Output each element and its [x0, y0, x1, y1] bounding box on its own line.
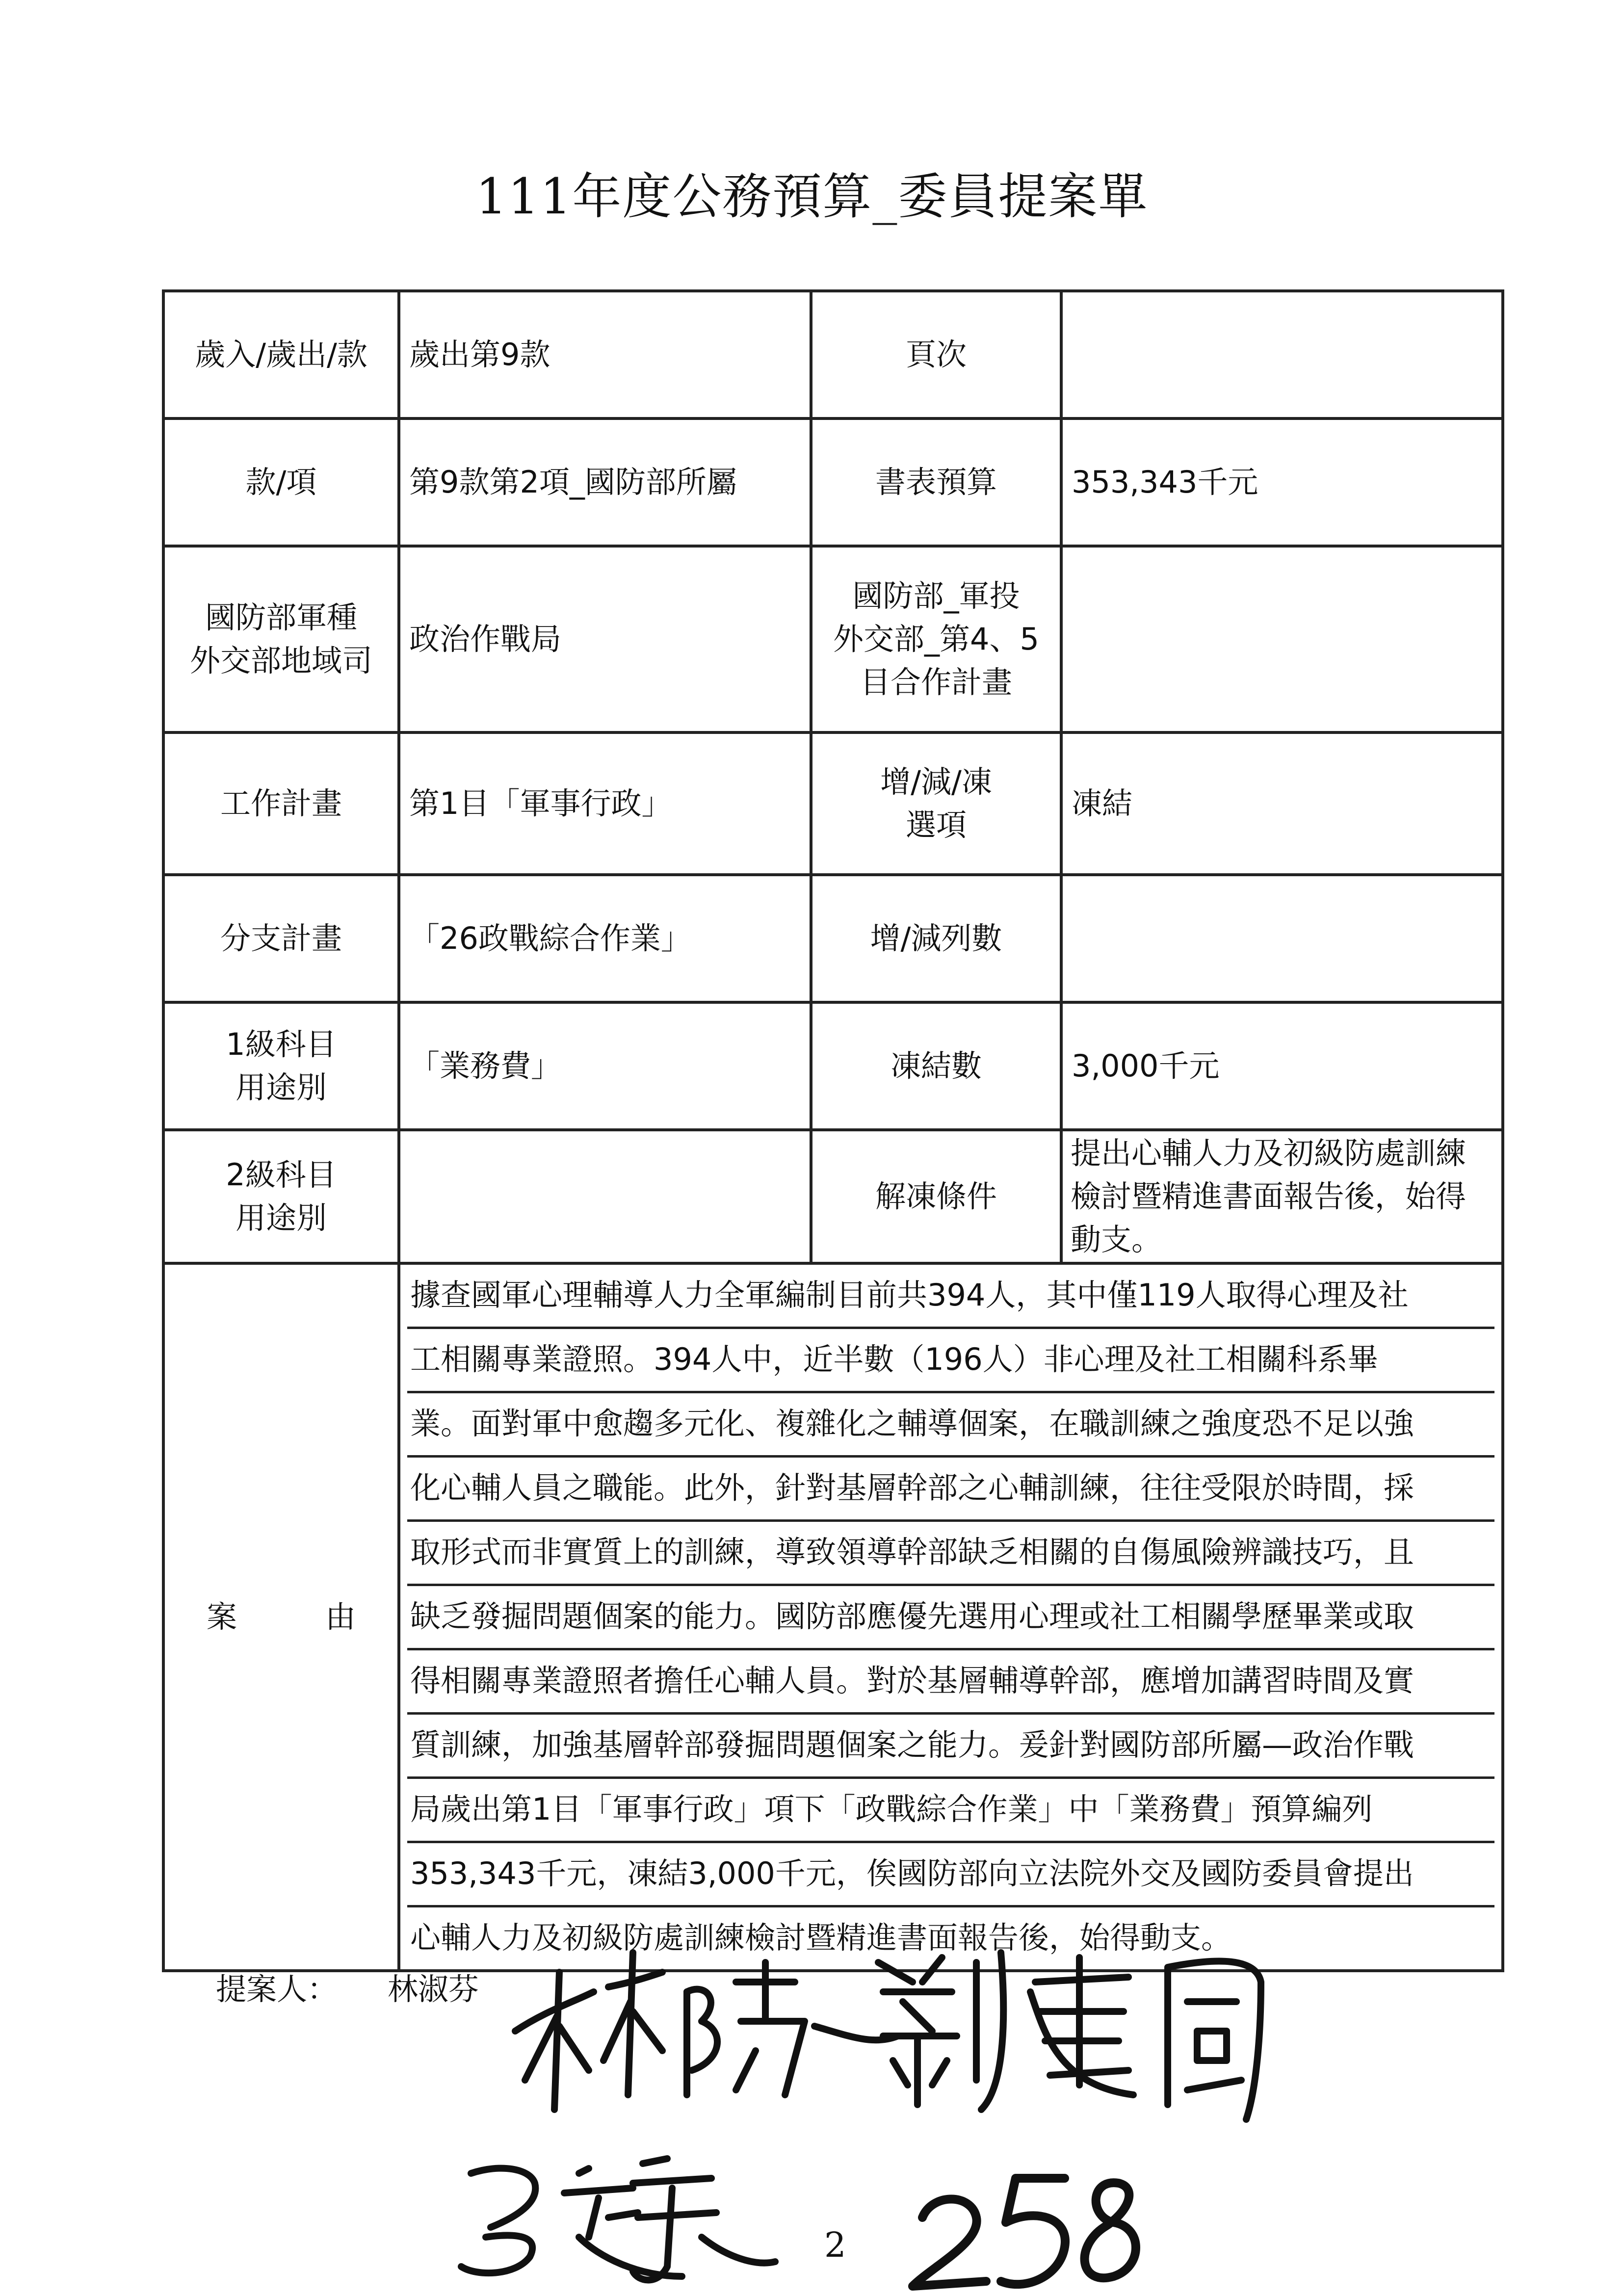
field-label-line: 書表預算: [875, 464, 997, 500]
proposer-label: 提案人：: [216, 1971, 338, 2007]
field-label-line: 用途別: [235, 1070, 327, 1105]
field-value-line: 「業務費」: [409, 1048, 562, 1084]
field-value-line: 第9款第2項_國防部所屬: [409, 464, 737, 500]
field-label-line: 款/項: [245, 464, 317, 500]
reason-line: 得相關專業證照者擔任心輔人員。對於基層輔導幹部，應增加講習時間及實: [407, 1650, 1494, 1715]
field-value-line: 凍結: [1072, 785, 1133, 821]
field-label-line: 凍結數: [890, 1048, 982, 1084]
signature-3: [461, 2159, 775, 2280]
field-label-line: 解凍條件: [875, 1178, 997, 1214]
field-value-line: 3,000千元: [1072, 1048, 1220, 1084]
field-label-line: 選項: [905, 807, 967, 843]
field-value-line: 第1目「軍事行政」: [409, 785, 672, 821]
reason-line: 據查國軍心理輔導人力全軍編制目前共394人，其中僅119人取得心理及社: [407, 1265, 1494, 1329]
field-label-line: 國防部軍種: [205, 600, 357, 635]
field-value-line: 353,343千元: [1072, 464, 1258, 500]
field-value-line: 歲出第9款: [409, 337, 550, 372]
field-label-line: 2級科目: [226, 1157, 337, 1193]
field-value-line: 檢討暨精進書面報告後，始得: [1071, 1178, 1467, 1214]
field-label-line: 頁次: [905, 337, 967, 372]
page-number: 2: [824, 2225, 846, 2265]
page-title: 111年度公務預算_委員提案單: [475, 168, 1149, 225]
field-label-line: 工作計畫: [220, 785, 342, 821]
field-label-line: 增/減/凍: [880, 764, 992, 800]
reason-line: 質訓練，加強基層幹部發掘問題個案之能力。爰針對國防部所屬—政治作戰: [407, 1715, 1494, 1779]
reason-line: 工相關專業證照。394人中，近半數（196人）非心理及社工相關科系畢: [407, 1329, 1494, 1393]
field-label-line: 國防部_軍投: [852, 578, 1020, 614]
proposer-name: 林淑芬: [388, 1971, 479, 2007]
field-label-line: 增/減列數: [870, 920, 1002, 956]
field-label-line: 1級科目: [226, 1026, 337, 1062]
handwritten-number: [913, 2178, 1136, 2286]
reason-line: 局歲出第1目「軍事行政」項下「政戰綜合作業」中「業務費」預算編列: [407, 1779, 1494, 1843]
field-label-line: 用途別: [235, 1200, 327, 1236]
reason-label: 案 由: [163, 1263, 399, 1971]
reason-line: 心輔人力及初級防處訓練檢討暨精進書面報告後，始得動支。: [410, 1920, 1232, 1956]
signature-2: [878, 1953, 1261, 2119]
reason-line: 353,343千元，凍結3,000千元，俟國防部向立法院外交及國防委員會提出: [407, 1843, 1494, 1907]
reason-line: 取形式而非實質上的訓練，導致領導幹部缺乏相關的自傷風險辨識技巧，且: [407, 1522, 1494, 1586]
reason-line: 業。面對軍中愈趨多元化、複雜化之輔導個案，在職訓練之強度恐不足以強: [407, 1393, 1494, 1458]
field-label-line: 目合作計畫: [860, 664, 1012, 700]
reason-line: 缺乏發掘問題個案的能力。國防部應優先選用心理或社工相關學歷畢業或取: [407, 1586, 1494, 1650]
field-label-line: 外交部_第4、5: [833, 621, 1039, 657]
field-label-line: 歲入/歲出/款: [195, 337, 367, 372]
field-label-line: 外交部地域司: [189, 643, 372, 678]
field-value-line: 「26政戰綜合作業」: [409, 920, 691, 956]
reason-line: 化心輔人員之職能。此外，針對基層幹部之心輔訓練，往往受限於時間，採: [407, 1458, 1494, 1522]
field-value-line: 政治作戰局: [409, 621, 562, 657]
field-label-line: 分支計畫: [220, 920, 342, 956]
signature-1: [515, 1953, 898, 2110]
field-value-line: 動支。: [1071, 1222, 1162, 1257]
field-value-line: 提出心輔人力及初級防處訓練: [1071, 1135, 1467, 1171]
